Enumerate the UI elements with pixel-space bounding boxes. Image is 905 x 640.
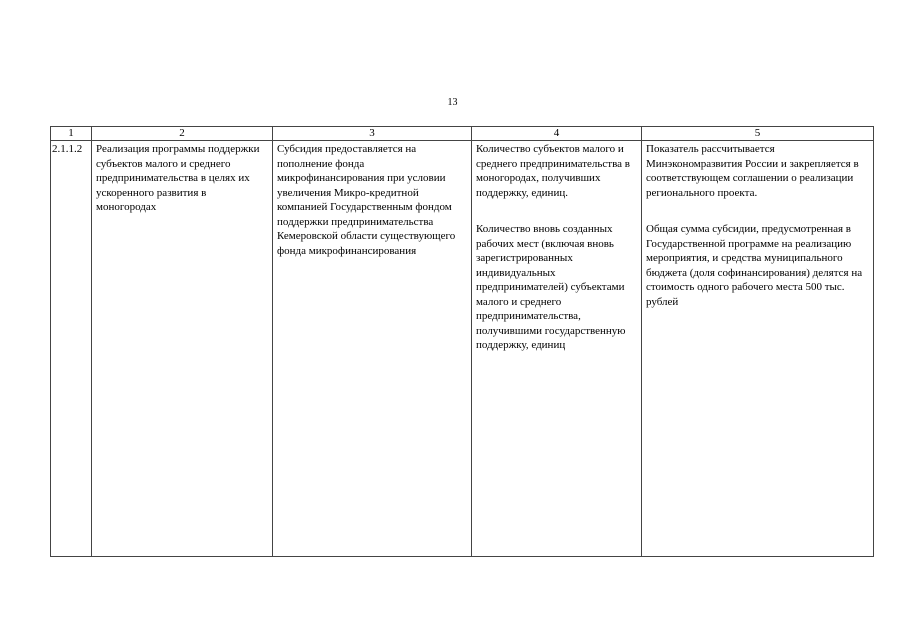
calculation-text-1: Показатель рассчитывается Минэкономразвития России и закрепляется в соответствующем соглашении о реализации регионального проекта.	[646, 143, 859, 199]
cell-item-number: 2.1.1.2	[51, 141, 92, 557]
calculation-text-2: Общая сумма субсидии, предусмотренная в Государственной программе на реализацию мероприятия, и средства муниципального бюджета (доля софинансирования) делятся на стоимость одного рабочего места 500 тыс. рублей	[646, 223, 863, 308]
paragraph-gap	[646, 200, 869, 222]
column-header-5: 5	[642, 127, 874, 141]
measures-table	[50, 126, 874, 557]
column-header-4: 4	[472, 127, 642, 141]
indicator-text-2: Количество вновь созданных рабочих мест (включая вновь зарегистрированных индивидуальных предпринимателей) субъектами малого и среднего предпринимательства, получившими государственную поддержку, единиц	[476, 223, 626, 351]
paragraph-gap	[476, 200, 637, 222]
cell-measure-name: Реализация программы поддержки субъектов малого и среднего предпринимательства в целях их ускоренного развития в моногородах	[92, 141, 273, 557]
column-header-3: 3	[273, 127, 472, 141]
table-header-row	[51, 127, 874, 141]
column-header-1: 1	[51, 127, 92, 141]
table-row	[51, 141, 874, 557]
cell-subsidy-conditions: Субсидия предоставляется на пополнение фонда микрофинансирования при условии увеличения Микро-кредитной компанией Государственным фондом поддержки предпринимательства Кемеровской области существующего фонда микрофинансирования	[273, 141, 472, 557]
cell-calculation-method	[642, 141, 874, 557]
column-header-2: 2	[92, 127, 273, 141]
page-number: 13	[447, 97, 458, 108]
indicator-text-1: Количество субъектов малого и среднего предпринимательства в моногородах, получивших поддержку, единиц.	[476, 143, 630, 199]
cell-indicators	[472, 141, 642, 557]
